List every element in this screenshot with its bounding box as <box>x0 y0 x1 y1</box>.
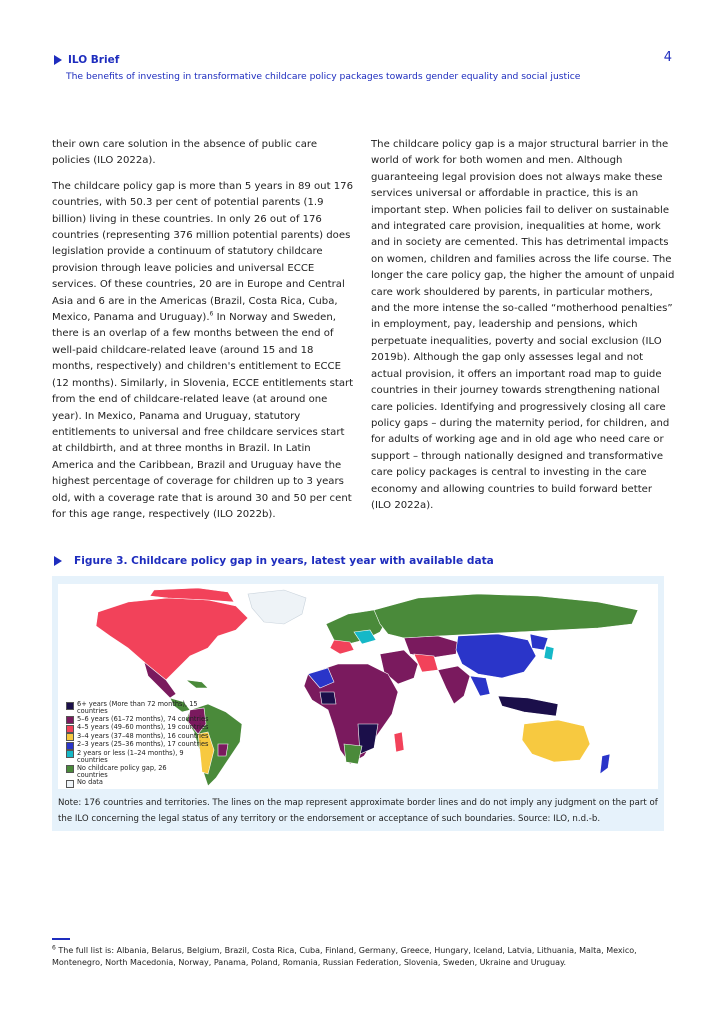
legend-item <box>66 765 227 780</box>
left-paragraph-2-b: In Norway and Sweden, there is an overlap of a few months between the end of well-paid childcare-related leave (around 15 and 18 months, respectively) and children's entitlement to ECCE (12 months). Similarly, in Slovenia, ECCE entitlements start from the end of childcare-related leave (at around one year). In Mexico, Panama and Uruguay, statutory entitlements to universal and free childcare services start at childbirth, and at three months in Brazil. In Latin America and the Caribbean, Brazil and Uruguay have the highest percentage of coverage for children up to 3 years old, with a coverage rate that is around 30 and 50 per cent for this age range, respectively (ILO 2022b). <box>52 312 354 520</box>
legend-swatch <box>66 780 74 788</box>
footnote-text: The full list is: Albania, Belarus, Belgium, Brazil, Costa Rica, Cuba, Finland, Germany, Greece, Hungary, Iceland, Latvia, Lithuania, Malta, Mexico, Montenegro, North Macedonia, Norway, Panama, Poland, Romania, Russian Federation, Slovenia, Sweden, Ukraine and Uruguay. <box>52 946 637 968</box>
legend-swatch <box>66 733 74 741</box>
legend-item <box>66 750 227 765</box>
brief-label <box>54 54 119 66</box>
legend-swatch <box>66 725 74 733</box>
brief-subtitle: The benefits of investing in transformative childcare policy packages towards gender equality and social justice <box>66 71 581 82</box>
footnote-ref[interactable]: 6 <box>209 310 214 318</box>
world-map <box>58 584 658 789</box>
legend-item <box>66 779 227 788</box>
legend-label: 3–4 years (37–48 months), 16 countries <box>77 731 209 740</box>
legend-swatch <box>66 750 74 758</box>
footnote-divider <box>52 938 70 940</box>
legend-label: 5–6 years (61–72 months), 74 countries <box>77 714 209 723</box>
figure-note: Note: 176 countries and territories. The lines on the map represent approximate border lines and do not imply any judgment on the part of the ILO concerning the legal status of any territory or the endorsement or acceptance of such boundaries. Source: ILO, n.d.-b. <box>58 798 658 824</box>
left-paragraph-2 <box>52 179 354 524</box>
left-paragraph-1: their own care solution in the absence of public care policies (ILO 2022a). <box>52 139 318 167</box>
left-paragraph-2-a: The childcare policy gap is more than 5 years in 89 out 176 countries, with 50.3 per cent of potential parents (1.9 billion) living in these countries. In only 26 out of 176 countries (representing 376 million potential parents) does legislation provide a continuum of statutory childcare provision through leave policies and universal ECCE services. Of these countries, 20 are in Europe and Central Asia and 6 are in the Americas (Brazil, Costa Rica, Cuba, Mexico, Panama and Uruguay). <box>52 180 354 324</box>
legend-swatch <box>66 716 74 724</box>
legend-item <box>66 701 227 716</box>
right-column <box>371 137 675 523</box>
left-column <box>52 137 354 532</box>
right-paragraph-1: The childcare policy gap is a major structural barrier in the world of work for both women and men. Although guaranteeing legal provision does not always make these services universal or affordable in practice, this is an important step. When policies fail to deliver on sustainable and integrated care provision, inequalities at home, work and in society are cemented. This has detrimental impacts on women, children and families across the life course. The longer the care policy gap, the higher the amount of unpaid care work shouldered by parents, in particular mothers, and the more intense the so-called “motherhood penalties” in employment, pay, leadership and pensions, which perpetuate inequalities, poverty and social exclusion (ILO 2019b). Although the gap only assesses legal and not actual provision, it offers an important road map to guide countries in their journey towards strengthening national care policies. Identifying and progressively closing all care policy gaps – during the maternity period, for children, and for adults of working age and in old age who need care or support – through nationally designed and transformative care policy packages is central to investing in the care economy and allowing countries to build forward better (ILO 2022a). <box>371 139 675 511</box>
legend-swatch <box>66 702 74 710</box>
figure-panel <box>52 576 664 831</box>
legend-swatch <box>66 765 74 773</box>
figure-title-text: Figure 3. Childcare policy gap in years, latest year with available data <box>74 555 494 567</box>
legend-label: No childcare policy gap, 26 countries <box>77 763 167 780</box>
legend-label: 4–5 years (49–60 months), 19 countries <box>77 723 209 732</box>
footnote-number: 6 <box>52 944 56 952</box>
legend-label: 2–3 years (25–36 months), 17 countries <box>77 740 209 749</box>
triangle-bullet-icon <box>54 556 62 566</box>
figure-title <box>54 555 494 567</box>
footnote <box>52 945 677 970</box>
page-number: 4 <box>663 50 672 65</box>
map-legend <box>66 701 227 788</box>
legend-label: 2 years or less (1–24 months), 9 countries <box>77 748 184 765</box>
legend-swatch <box>66 742 74 750</box>
triangle-bullet-icon <box>54 55 62 65</box>
legend-label: No data <box>77 778 103 787</box>
legend-label: 6+ years (More than 72 months), 15 countries <box>77 700 198 716</box>
brand-text: ILO Brief <box>68 54 120 66</box>
